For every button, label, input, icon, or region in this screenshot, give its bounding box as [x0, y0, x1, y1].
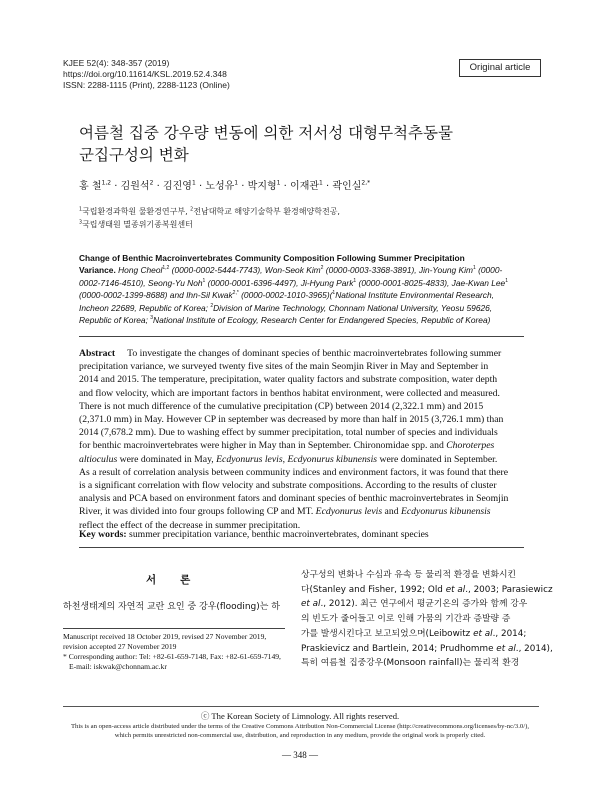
body-line: Praskievicz and Bartlein, 2014; Prudhomme — [301, 643, 497, 654]
keywords-text: summer precipitation variance, benthic macroinvertebrates, dominant species — [126, 529, 429, 540]
et-al: et al — [301, 599, 321, 610]
copyright: ⓒ The Korean Society of Limnology. All rights reserved. — [200, 711, 400, 721]
affil-sup: 1 — [332, 290, 336, 297]
affil-sup: 1 — [79, 207, 83, 213]
abstract — [79, 347, 522, 532]
et-al: et al — [445, 584, 466, 595]
korean-title — [79, 122, 529, 166]
author-sup: 1 — [353, 278, 357, 285]
author-name: 곽인실 — [332, 181, 362, 192]
english-title-block — [79, 252, 524, 326]
english-authors: (0000- — [475, 265, 503, 276]
author-separator: · — [280, 181, 291, 192]
abstract-line: , — [282, 453, 288, 465]
footnote-rule — [63, 628, 285, 629]
abstract-line: As a result of correlation analysis between community indices and environment factors, it was found that there — [79, 466, 509, 478]
issn: ISSN: 2288-1115 (Print), 2288-1123 (Online) — [63, 80, 230, 90]
et-al: et al — [496, 643, 516, 654]
abstract-line: and — [382, 506, 401, 518]
et-al: et al — [473, 628, 493, 639]
author-separator: · — [153, 181, 163, 192]
abstract-line: (2,371.0 mm) in May. However CP in september was decreased by more than half in 2015 (3,726.1 mm) than — [79, 414, 504, 426]
body-text-right — [301, 568, 553, 671]
article-type-badge: Original article — [459, 59, 541, 77]
english-affiliation: Division of Marine Technology, Chonnam National University, Yeosu 59626, — [213, 302, 493, 313]
english-affiliation: National Institute of Ecology, Research Center for Endangered Species, Republic of Korea) — [153, 315, 491, 326]
license-notice — [0, 722, 600, 740]
abstract-line: 2014 (7,678.2 mm). Due to washing effect by summer precipitation, total number of species and individuals — [79, 427, 498, 439]
abstract-line: were dominated in September. — [377, 453, 498, 465]
english-affiliation: National Institute Environmental Research, — [335, 290, 494, 301]
author-sup: 1 — [202, 278, 206, 285]
abstract-line: precipitation variance, we surveyed twenty five sites of the main Seomjin River in May and September in — [79, 361, 489, 373]
species-name: Ecdyonurus levis — [216, 453, 283, 465]
keywords — [79, 529, 429, 540]
doi-link[interactable]: https://doi.org/10.11614/KSL.2019.52.4.348 — [63, 69, 227, 79]
author-sup: 2 — [320, 265, 324, 272]
english-authors: (0000-0002-1010-3965)( — [238, 290, 333, 301]
abstract-line: and flow velocity, which are important factors in benthos habitat environment, were collected and measured. — [79, 387, 500, 399]
author-sup: 2,* — [361, 179, 371, 187]
author-sup: 1 — [191, 179, 196, 187]
body-line: 다(Stanley and Fisher, 1992; Old — [301, 584, 446, 595]
abstract-line: for benthic macroinvertebrates were higher in May than in September. Chironomidae spp. and — [79, 440, 444, 452]
author-separator: · — [322, 181, 333, 192]
species-name: altioculus — [79, 453, 118, 465]
author-sup: 1 — [234, 179, 239, 187]
footnote — [63, 632, 281, 672]
affiliation: 국립환경과학원 물환경연구부, — [82, 207, 188, 216]
journal-citation: KJEE 52(4): 348-357 (2019) — [63, 58, 170, 68]
affiliation: 국립생태원 멸종위기종복원센터 — [82, 219, 193, 229]
species-name: Ecdyonurus kibunensis — [400, 506, 491, 518]
body-line: 상구성의 변화나 수심과 유속 등 물리적 환경을 변화시킨 — [301, 570, 517, 580]
body-line: ., 2014), — [515, 643, 553, 654]
author-sup: 1 — [505, 278, 509, 285]
keywords-label: Key words: — [79, 529, 127, 540]
footnote-line: Manuscript received 18 October 2019, revised 27 November 2019, — [63, 632, 267, 641]
korean-affiliations — [79, 206, 340, 231]
abstract-line: is a significant correlation with flow velocity and substrate compositions. According to the results of cluster — [79, 480, 497, 492]
english-title: Change of Benthic Macroinvertebrates Community Composition Following Summer Precipitation — [79, 253, 465, 263]
english-authors: (0000-0003-3368-3891), Jin-Young Kim — [323, 265, 473, 276]
english-authors: Hong Cheol — [115, 265, 163, 276]
abstract-line: To investigate the changes of dominant species of benthic macroinvertebrates following summer — [127, 348, 502, 359]
author-name: 김원석 — [120, 181, 150, 192]
abstract-bottom-rule — [79, 547, 524, 548]
body-line: ., 2003; Parasiewicz — [465, 584, 553, 595]
korean-title-line: 군집구성의 변화 — [79, 146, 189, 164]
english-affiliation: Incheon 22689, Republic of Korea; — [79, 302, 211, 313]
korean-title-line: 여름철 집중 강우량 변동에 의한 저서성 대형무척추동물 — [79, 124, 453, 142]
body-line: 가를 발생시킨다고 보고되었으며(Leibowitz — [301, 628, 474, 639]
author-name: 노성유 — [205, 181, 235, 192]
author-sup: 2,* — [232, 290, 239, 297]
license-line: This is an open-access article distributed under the terms of the Creative Commons Attribution Non-Commercial License (http://creativecommons.org/licenses/by-nc/3.0/), — [70, 723, 530, 730]
author-separator: · — [195, 181, 206, 192]
abstract-line: 2014 and 2015. The temperature, precipitation, water quality factors and substrate composition, water depth — [79, 374, 498, 386]
body-line: 특히 여름철 집중강우(Monsoon rainfall)는 물리적 환경 — [301, 658, 520, 669]
english-authors: (0000-0002-1399-8688) and Ihn-Sil Kwak — [79, 290, 233, 301]
abstract-label: Abstract — [79, 348, 116, 359]
page-number: — 348 — — [282, 750, 318, 760]
body-line: ., 2012). 최근 연구에서 평균기온의 증가와 함께 강우 — [320, 599, 528, 610]
body-text-left: 하천생태계의 자연적 교란 요인 중 강우(flooding)는 하 — [63, 602, 280, 612]
abstract-line: reflect the effect of the decrease in summer precipitation. — [79, 519, 301, 531]
species-name: Choroterpes — [446, 440, 495, 452]
section-heading: 서론 — [146, 574, 215, 586]
body-line: 의 빈도가 줄어들고 이로 인해 가뭄의 기간과 증발량 증 — [301, 614, 511, 625]
author-separator: · — [111, 181, 121, 192]
footnote-line: * Corresponding author: Tel: +82-61-659-7148, Fax: +82-61-659-7149, — [63, 652, 281, 661]
english-authors: (0000-0002-5444-7743), Won-Seok Kim — [169, 265, 321, 276]
author-name: 박지형 — [247, 181, 277, 192]
author-sup: 1,2 — [101, 179, 112, 187]
author-name: 김진영 — [162, 181, 192, 192]
affiliation: 전남대학교 해양기술학부 환경해양학전공, — [193, 207, 340, 216]
affil-sup: 2 — [210, 302, 214, 309]
author-sup: 1 — [319, 179, 323, 187]
english-affiliation: Republic of Korea; — [79, 315, 151, 326]
author-sup: 2 — [149, 179, 154, 187]
species-name: Ecdyonurus levis — [315, 506, 383, 518]
affil-sup: 3 — [79, 219, 83, 225]
author-sup: 1 — [472, 265, 476, 272]
journal-header — [63, 58, 230, 91]
english-title-end: Variance. — [79, 265, 116, 276]
abstract-line: were dominated in May, — [117, 453, 217, 465]
footnote-line: revision accepted 27 November 2019 — [63, 642, 177, 651]
author-sup: 1,2 — [162, 265, 170, 272]
affil-sup: 2 — [190, 207, 194, 213]
license-line: which permits unrestricted non-commercial use, distribution, and reproduction in any medium, provide the original work is properly cited. — [114, 732, 486, 739]
abstract-line: There is not much difference of the cumulative precipitation (CP) between 2014 (2,322.1 mm) and 2015 — [79, 400, 484, 412]
abstract-top-rule — [79, 336, 524, 337]
footnote-email[interactable]: E-mail: iskwak@chonnam.ac.kr — [69, 662, 167, 671]
english-authors: 0002-7146-4510), Seong-Yu Noh — [79, 277, 203, 288]
body-line: ., 2014; — [492, 628, 527, 639]
affil-sup: 3 — [150, 315, 154, 322]
english-authors: (0000-0001-6396-4497), Ji-Hyung Park — [205, 277, 354, 288]
author-name: 홍 철 — [79, 181, 102, 192]
species-name: Ecdyonurus kibunensis — [287, 453, 378, 465]
abstract-line: analysis and PCA based on environment fators and dominant species of benthic macroinvertebrates in Seomjin — [79, 493, 509, 505]
author-sup: 1 — [276, 179, 281, 187]
footer-rule — [63, 706, 539, 707]
abstract-line: River, it was divided into four groups following CP and MT. — [79, 506, 314, 518]
korean-authors — [79, 180, 370, 194]
author-name: 이재관 — [290, 181, 320, 192]
english-authors: (0000-0001-8025-4833), Jae-Kwan Lee — [356, 277, 506, 288]
author-separator: · — [238, 181, 248, 192]
